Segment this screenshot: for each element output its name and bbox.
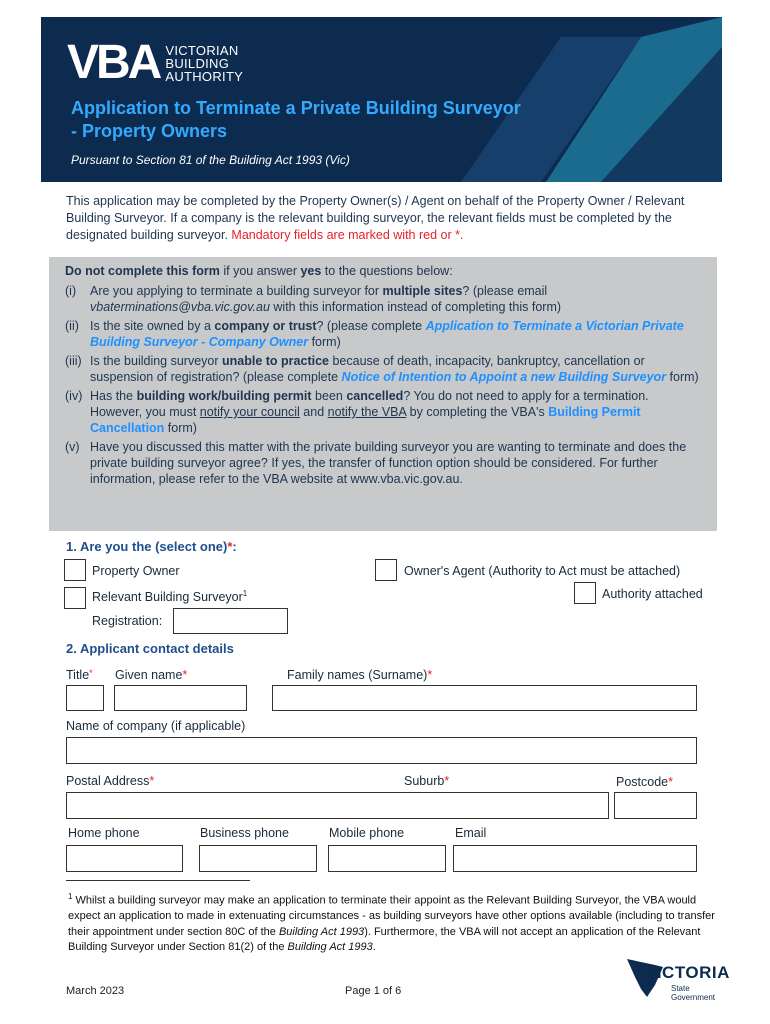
page-title: Application to Terminate a Private Building Surveyor - Property Owners [71, 98, 521, 141]
company-name-label: Name of company (if applicable) [66, 719, 246, 733]
mobile-phone-input[interactable] [328, 845, 446, 872]
company-name-input[interactable] [66, 737, 697, 764]
mobile-phone-label: Mobile phone [329, 826, 405, 840]
notify-vba-link[interactable]: notify the VBA [327, 405, 407, 419]
registration-label: Registration: [92, 614, 163, 628]
section-1-heading: 1. Are you the (select one)*: [66, 539, 237, 554]
property-owner-checkbox[interactable] [64, 559, 86, 581]
footnote-divider [66, 880, 250, 881]
suburb-label: Suburb* [404, 774, 450, 788]
business-phone-label: Business phone [200, 826, 289, 840]
section-2-heading: 2. Applicant contact details [66, 641, 234, 656]
logo-text: VICTORIAN BUILDING AUTHORITY [165, 42, 244, 84]
postcode-input[interactable] [614, 792, 697, 819]
footer-date: March 2023 [66, 985, 125, 997]
notice-item: (iii) Is the building surveyor unable to practice because of death, incapacity, bankruptcy, cancellation or suspension of registration? (please complete Notice of Intention to Appoint a new Building Surveyor form) [65, 354, 699, 384]
vba-terminations-email[interactable]: vbaterminations@vba.vic.gov.au [90, 300, 270, 314]
postcode-label: Postcode* [616, 775, 673, 789]
company-owner-form-link[interactable]: Application to Terminate a Victorian Private Building Surveyor - Company Owner [90, 319, 684, 349]
relevant-surveyor-label: Relevant Building Surveyor$^1$ [92, 589, 248, 605]
header-banner [41, 17, 722, 182]
title-input[interactable] [66, 685, 104, 711]
logo-mark: VBA [67, 36, 160, 89]
page-subtitle: Pursuant to Section 81 of the Building Act 1993 (Vic) [71, 153, 350, 167]
authority-attached-label: Authority attached [602, 587, 703, 601]
footer-page-number: Page 1 of 6 [345, 985, 402, 997]
title-label: Title* [66, 668, 93, 682]
notice-of-intention-form-link[interactable]: Notice of Intention to Appoint a new Building Surveyor [341, 370, 667, 384]
intro-paragraph: This application may be completed by the Property Owner(s) / Agent on behalf of the Property Owner / Relevant Building Surveyor. If a company is the relevant building surveyor, the relevant fields must be completed by the designated building surveyor. Mandatory fields are marked with red or *. [66, 194, 685, 242]
email-label: Email [455, 826, 487, 840]
property-owner-label: Property Owner [92, 564, 180, 578]
relevant-surveyor-checkbox[interactable] [64, 587, 86, 609]
permit-cancellation-form-link[interactable]: Building Permit Cancellation [90, 405, 641, 435]
home-phone-label: Home phone [68, 826, 140, 840]
owners-agent-label: Owner's Agent (Authority to Act must be attached) [404, 564, 681, 578]
registration-input[interactable] [173, 608, 288, 634]
notice-item: (i) Are you applying to terminate a building surveyor for multiple sites? (please email vbaterminations@vba.vic.gov.au with this information instead of completing this form) [65, 284, 562, 314]
business-phone-input[interactable] [199, 845, 317, 872]
home-phone-input[interactable] [66, 845, 183, 872]
do-not-complete-notice: Do not complete this form if you answer yes to the questions below: (i) Are you applying to terminate a building surveyor for multiple sites? (please email vbaterminations@vba.vic.gov.au with this information instead of completing this form) (ii) Is the site owned by a company or trust? (please complete Application to Terminate a Victorian Private Building Surveyor - Company Owner form) (iii) Is the building surveyor unable to practice because of death, incapacity, bankruptcy, cancellation or suspension of registration? (please complete Notice of Intention to Appoint a new Building Surveyor form) (iv) Has the building work/building permit been cancelled? You do not need to apply for a termination. However, you must notify your council and notify the VBA by completing the VBA's Building Permit Cancellation form) (v) Have you discussed this matter with the private building surveyor you are wanting to terminate and does the private building surveyor agree? If yes, the transfer of function option should be considered. For further information, please refer to the VBA website at www.vba.vic.gov.au. [49, 257, 717, 531]
family-names-label: Family names (Surname)* [287, 668, 433, 682]
notice-item: (v) Have you discussed this matter with the private building surveyor you are wanting to terminate and does the private building surveyor agree? If yes, the transfer of function option should be considered. For further information, please refer to the VBA website at www.vba.vic.gov.au. [65, 440, 687, 486]
given-name-label: Given name* [115, 668, 188, 682]
notice-item: (iv) Has the building work/building permit been cancelled? You do not need to apply for a termination. However, you must notify your council and notify the VBA by completing the VBA's Building Permit Cancellation form) [65, 389, 649, 435]
postal-address-label: Postal Address* [66, 774, 155, 788]
postal-address-input[interactable] [66, 792, 609, 819]
notice-item: (ii) Is the site owned by a company or trust? (please complete Application to Terminate a Victorian Private Building Surveyor - Company Owner form) [65, 319, 684, 349]
family-names-input[interactable] [272, 685, 697, 711]
victoria-government-logo: VICTORIA State Government [625, 957, 725, 1007]
given-name-input[interactable] [114, 685, 247, 711]
mandatory-note: Mandatory fields are marked with red or *. [231, 228, 464, 242]
footnote: $^1$ Whilst a building surveyor may make an application to terminate their appoint as the Relevant Building Surveyor, the VBA would expect an application to made in extenuating circumstances - as building surveyors have other options available (including to transfer their appointment under section 80C of the Building Act 1993). Furthermore, the VBA will not accept an application of the Relevant Building Surveyor under Section 81(2) of the Building Act 1993. [68, 892, 715, 954]
owners-agent-checkbox[interactable] [375, 559, 397, 581]
vba-logo [67, 36, 244, 89]
notify-council-link[interactable]: notify your council [199, 405, 300, 419]
email-input[interactable] [453, 845, 697, 872]
authority-attached-checkbox[interactable] [574, 582, 596, 604]
